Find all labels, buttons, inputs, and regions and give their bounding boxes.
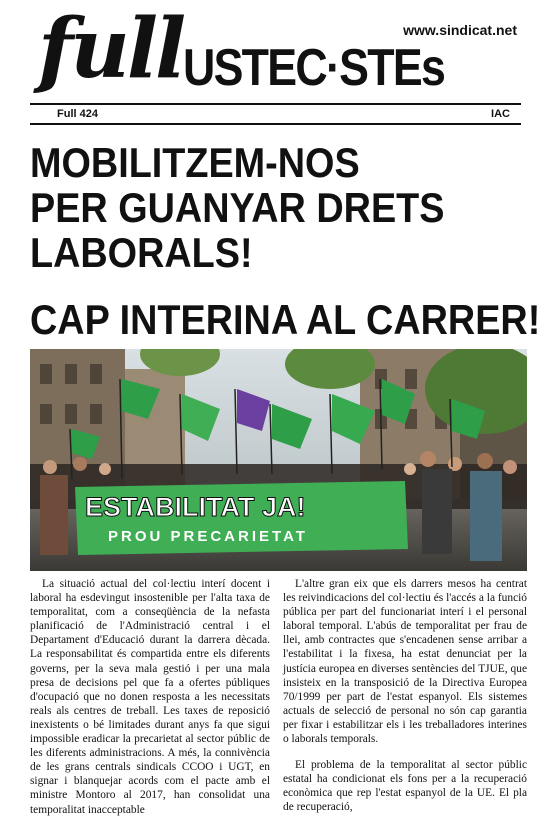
issue-number: Full 424 [57, 108, 98, 120]
headline: MOBILITZEM-NOS PER GUANYAR DRETS LABORALS! [30, 139, 445, 276]
article-paragraph: L'altre gran eix que els darrers mesos ha centrat les reivindicacions del col·lectiu és l'accés a la funció pública per part del funcionariat interí i el personal laboral temporal. L'abús de temporalitat per frau de llei, amb contractes que s'encadenen sense arribar a l'estabilitat i la fixesa, ha estat denunciat per la justícia europea en diverses sentències del TJUE, que insisteix en la transposició de la Directiva Europea 70/1999 per part de l'estat espanyol. Els sistemes actuals de selecció de personal no són cap garantia per fixar i estabilitzar els i les treballadores interines o laborals temporals. [283, 578, 527, 746]
banner-sub-text: PROU PRECARIETAT [108, 528, 308, 545]
masthead [0, 0, 551, 112]
masthead-rule-bottom [30, 123, 521, 125]
subheadline: CAP INTERINA AL CARRER! [30, 296, 541, 343]
article-paragraph: La situació actual del col·lectiu interí docent i laboral ha esdevingut insostenible per l'alta taxa de temporalitat, com a conseqüència de la nefasta planificació de l'Administració central i el Departament d'Educació durant la darrera dècada. La responsabilitat és compartida entre els diferents governs, per la seva mala gestió i per una mala presa de decisions pel que fa a ofertes públiques d'ocupació que no donen resposta a les necessitats reals als centres de treball. Les taxes de reposició inexistents o bé limitades durant anys fa que sigui impossible eradicar la precarietat al sector públic de les diferents administracions. A més, la connivència de les grans centrals sindicals CCOO i UGT, en signar i blanquejar acords com el pacte amb el ministre Montoro al 2017, han consolidat una temporalitat inacceptable [30, 578, 270, 816]
masthead-brand: USTEC·STEs [183, 39, 445, 97]
website-link[interactable]: www.sindicat.net [403, 22, 517, 38]
masthead-full: full [38, 1, 184, 97]
article-column-2 [283, 577, 527, 815]
article-paragraph: El problema de la temporalitat al sector públic estatal ha condicionat els fons per a la recuperació econòmica que rep l'estat espanyol de la UE. El pla de recuperació, [283, 759, 527, 814]
sector-label: IAC [491, 108, 510, 120]
article-column-1 [30, 577, 270, 817]
banner-main-text: ESTABILITAT JA! [85, 492, 306, 522]
masthead-rule-top [30, 103, 521, 105]
protest-photo [30, 349, 527, 571]
